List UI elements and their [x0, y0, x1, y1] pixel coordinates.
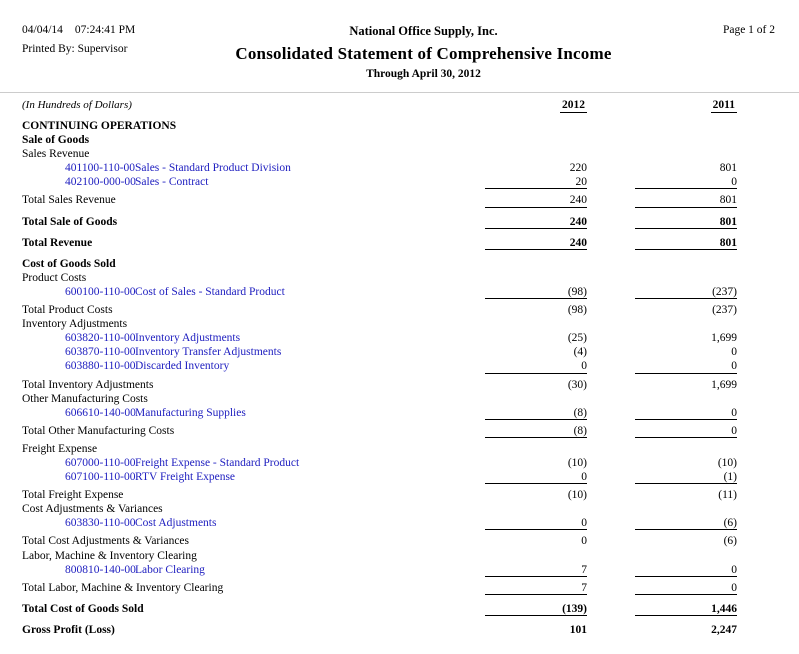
value-2012: [485, 317, 587, 331]
value-2012: (8): [485, 424, 587, 438]
value-2011: 1,446: [635, 602, 737, 616]
value-2011: [635, 317, 737, 331]
value-2012: [485, 133, 587, 147]
report-row: [0, 285, 799, 299]
account-number-link[interactable]: 800810-140-00: [65, 563, 136, 576]
value-2012: [485, 502, 587, 516]
row-label-area: [22, 317, 485, 331]
report-row: [0, 133, 799, 147]
value-gap: [587, 359, 635, 373]
value-gap: [587, 175, 635, 189]
value-2011: 0: [635, 563, 737, 577]
account-name-link[interactable]: RTV Freight Expense: [135, 471, 236, 484]
report-row: [0, 215, 799, 229]
value-gap: [587, 193, 635, 207]
row-label-area: [22, 236, 485, 250]
value-2012: (25): [567, 332, 587, 345]
account-name-link[interactable]: Inventory Transfer Adjustments: [135, 346, 282, 359]
value-2011: (11): [718, 489, 737, 502]
report-title: Consolidated Statement of Comprehensive Income: [235, 44, 612, 63]
units-note: (In Hundreds of Dollars): [22, 99, 132, 111]
row-label: Total Other Manufacturing Costs: [22, 424, 175, 437]
value-2011: [635, 549, 737, 563]
value-2011: 801: [635, 215, 737, 229]
value-2012: (8): [485, 406, 587, 420]
row-label: Total Sales Revenue: [22, 194, 116, 207]
row-label-area: [22, 133, 485, 147]
account-name-link[interactable]: Sales - Standard Product Division: [135, 162, 291, 175]
report-body: [0, 119, 799, 637]
report-row: [0, 406, 799, 420]
value-2012: (98): [567, 304, 587, 317]
report-row: [0, 623, 799, 637]
account-name-link[interactable]: Manufacturing Supplies: [135, 406, 246, 419]
value-2012: 0: [581, 535, 587, 548]
value-gap: [587, 442, 635, 456]
account-name-link[interactable]: Sales - Contract: [135, 176, 209, 189]
value-2011: [635, 133, 737, 147]
value-2012: 240: [485, 236, 587, 250]
report-row: [0, 581, 799, 595]
company-name: National Office Supply, Inc.: [349, 24, 498, 38]
value-2011: 2,247: [711, 623, 737, 636]
value-2012: (30): [567, 378, 587, 391]
report-row: [0, 331, 799, 345]
account-name-link[interactable]: Cost of Sales - Standard Product: [135, 285, 285, 298]
account-name-link[interactable]: Cost Adjustments: [135, 517, 217, 530]
value-2011: 0: [635, 581, 737, 595]
row-label: Product Costs: [22, 271, 87, 284]
value-2011: [635, 119, 737, 133]
print-date: 04/04/14: [22, 24, 63, 36]
report-row: [0, 392, 799, 406]
report-row: [0, 119, 799, 133]
header-right-block: [655, 24, 775, 80]
report-row: [0, 502, 799, 516]
account-number-link[interactable]: 603830-110-00: [65, 517, 136, 530]
row-label-area: [22, 406, 485, 420]
report-row: [0, 602, 799, 616]
account-number-link[interactable]: 603870-110-00: [65, 346, 136, 359]
value-2012: [485, 392, 587, 406]
value-2011: 1,699: [711, 378, 737, 391]
value-gap: [587, 406, 635, 420]
value-gap: [587, 581, 635, 595]
value-2011: (6): [635, 516, 737, 530]
value-gap: [587, 317, 635, 331]
row-label: Total Freight Expense: [22, 489, 124, 502]
row-label-area: [22, 516, 485, 530]
report-row: [0, 470, 799, 484]
column-year-prior: 2011: [712, 99, 735, 111]
row-label-area: [22, 534, 485, 548]
row-label-area: [22, 470, 485, 484]
column-header-row: [0, 92, 799, 113]
printed-by-label: Printed By:: [22, 43, 75, 55]
value-gap: [587, 502, 635, 516]
account-name-link[interactable]: Freight Expense - Standard Product: [135, 456, 300, 469]
row-label-area: [22, 456, 485, 470]
value-gap: [587, 549, 635, 563]
row-label: Cost Adjustments & Variances: [22, 503, 163, 516]
value-gap: [587, 161, 635, 175]
account-number-link[interactable]: 603820-110-00: [65, 332, 136, 345]
value-2012: 0: [485, 359, 587, 373]
row-label-area: [22, 175, 485, 189]
value-2011: (1): [635, 470, 737, 484]
value-gap: [587, 392, 635, 406]
value-gap: [587, 534, 635, 548]
value-gap: [587, 271, 635, 285]
value-gap: [587, 257, 635, 271]
row-label-area: [22, 147, 485, 161]
report-row: [0, 303, 799, 317]
account-number-link[interactable]: 607100-110-00: [65, 471, 136, 484]
row-label: Total Cost of Goods Sold: [22, 602, 144, 615]
row-label-area: [22, 581, 485, 595]
row-label: Gross Profit (Loss): [22, 623, 115, 636]
value-2012: 0: [485, 470, 587, 484]
report-row: [0, 147, 799, 161]
value-2011: 0: [635, 424, 737, 438]
value-2012: (139): [485, 602, 587, 616]
value-2012: [485, 257, 587, 271]
value-2012: 101: [569, 623, 587, 636]
row-label-area: [22, 488, 485, 502]
value-gap: [587, 285, 635, 299]
report-row: [0, 378, 799, 392]
value-gap: [587, 602, 635, 616]
row-label-area: [22, 285, 485, 299]
row-label-area: [22, 345, 485, 359]
row-label: Total Inventory Adjustments: [22, 378, 154, 391]
value-2011: [635, 502, 737, 516]
account-name-link[interactable]: Discarded Inventory: [135, 360, 230, 373]
print-time: 07:24:41 PM: [74, 24, 136, 36]
report-row: [0, 317, 799, 331]
report-row: [0, 488, 799, 502]
report-row: [0, 359, 799, 373]
account-name-link[interactable]: Labor Clearing: [135, 563, 205, 576]
value-2011: 801: [719, 162, 737, 175]
report-subtitle: Through April 30, 2012: [366, 68, 481, 80]
printed-by-value: Supervisor: [77, 43, 128, 55]
value-2011: 0: [635, 406, 737, 420]
report-row: [0, 257, 799, 271]
value-2011: 0: [635, 359, 737, 373]
row-label-area: [22, 549, 485, 563]
report-row: [0, 442, 799, 456]
account-name-link[interactable]: Inventory Adjustments: [135, 332, 241, 345]
column-year-current: 2012: [562, 99, 585, 111]
row-label-area: [22, 502, 485, 516]
account-number-link[interactable]: 600100-110-00: [65, 285, 136, 298]
value-2011: (237): [635, 285, 737, 299]
value-gap: [587, 470, 635, 484]
value-2011: 1,699: [711, 332, 737, 345]
value-2011: [635, 271, 737, 285]
value-gap: [587, 378, 635, 392]
value-2011: [635, 257, 737, 271]
value-2011: (10): [717, 456, 737, 469]
report-row: [0, 563, 799, 577]
report-row: [0, 424, 799, 438]
row-label: Total Sale of Goods: [22, 215, 118, 228]
row-label: Sale of Goods: [22, 134, 90, 147]
account-number-link[interactable]: 401100-110-00: [65, 162, 136, 175]
value-2011: 0: [635, 175, 737, 189]
header-center-block: [192, 24, 655, 80]
row-label: Inventory Adjustments: [22, 318, 128, 331]
row-label: Sales Revenue: [22, 148, 90, 161]
row-label-area: [22, 563, 485, 577]
page-indicator: Page 1 of 2: [722, 24, 775, 36]
value-2011: [635, 392, 737, 406]
report-row: [0, 175, 799, 189]
row-label-area: [22, 161, 485, 175]
row-label-area: [22, 271, 485, 285]
report-row: [0, 516, 799, 530]
row-label: Freight Expense: [22, 442, 98, 455]
row-label-area: [22, 442, 485, 456]
value-gap: [587, 488, 635, 502]
value-2012: [485, 549, 587, 563]
row-label: Labor, Machine & Inventory Clearing: [22, 549, 197, 562]
row-label-area: [22, 193, 485, 207]
report-row: [0, 161, 799, 175]
report-header: [0, 0, 799, 80]
account-number-link[interactable]: 606610-140-00: [65, 406, 136, 419]
report-row: [0, 193, 799, 207]
row-label-area: [22, 623, 485, 637]
row-label-area: [22, 257, 485, 271]
value-gap: [587, 331, 635, 345]
value-gap: [587, 303, 635, 317]
account-number-link[interactable]: 607000-110-00: [65, 456, 136, 469]
row-label-area: [22, 424, 485, 438]
report-row: [0, 271, 799, 285]
value-2012: [485, 271, 587, 285]
row-label-area: [22, 359, 485, 373]
row-label-area: [22, 392, 485, 406]
row-label: CONTINUING OPERATIONS: [22, 120, 177, 132]
value-2012: 240: [485, 215, 587, 229]
value-gap: [587, 133, 635, 147]
value-2012: [485, 119, 587, 133]
value-gap: [587, 147, 635, 161]
value-2012: 7: [485, 581, 587, 595]
row-label: Total Product Costs: [22, 304, 113, 317]
row-label-area: [22, 378, 485, 392]
value-2012: 0: [485, 516, 587, 530]
row-label-area: [22, 119, 485, 133]
report-row: [0, 549, 799, 563]
value-2011: (237): [712, 304, 737, 317]
value-gap: [587, 563, 635, 577]
value-2012: 220: [569, 162, 587, 175]
report-row: [0, 236, 799, 250]
value-2012: 20: [485, 175, 587, 189]
value-2012: (4): [573, 346, 587, 359]
value-2011: 801: [635, 193, 737, 207]
value-2011: [635, 442, 737, 456]
value-gap: [587, 516, 635, 530]
value-gap: [587, 456, 635, 470]
account-number-link[interactable]: 402100-000-00: [65, 176, 136, 189]
account-number-link[interactable]: 603880-110-00: [65, 360, 136, 373]
row-label: Other Manufacturing Costs: [22, 392, 148, 405]
value-2012: [485, 442, 587, 456]
value-gap: [587, 236, 635, 250]
value-2011: 0: [731, 346, 737, 359]
row-label: Total Revenue: [22, 236, 93, 249]
row-label-area: [22, 331, 485, 345]
value-gap: [587, 623, 635, 637]
value-2012: [485, 147, 587, 161]
value-2012: (10): [567, 489, 587, 502]
value-2011: (6): [723, 535, 737, 548]
value-2012: (10): [567, 456, 587, 469]
row-label: Cost of Goods Sold: [22, 257, 116, 270]
value-gap: [587, 424, 635, 438]
report-row: [0, 534, 799, 548]
value-2012: (98): [485, 285, 587, 299]
value-2011: 801: [635, 236, 737, 250]
report-row: [0, 456, 799, 470]
value-2012: 240: [485, 193, 587, 207]
row-label-area: [22, 303, 485, 317]
row-label: Total Labor, Machine & Inventory Clearing: [22, 581, 224, 594]
row-label-area: [22, 215, 485, 229]
header-left-block: [22, 24, 192, 80]
value-2012: 7: [485, 563, 587, 577]
value-gap: [587, 119, 635, 133]
report-row: [0, 345, 799, 359]
row-label-area: [22, 602, 485, 616]
value-gap: [587, 345, 635, 359]
row-label: Total Cost Adjustments & Variances: [22, 535, 189, 548]
value-2011: [635, 147, 737, 161]
value-gap: [587, 215, 635, 229]
